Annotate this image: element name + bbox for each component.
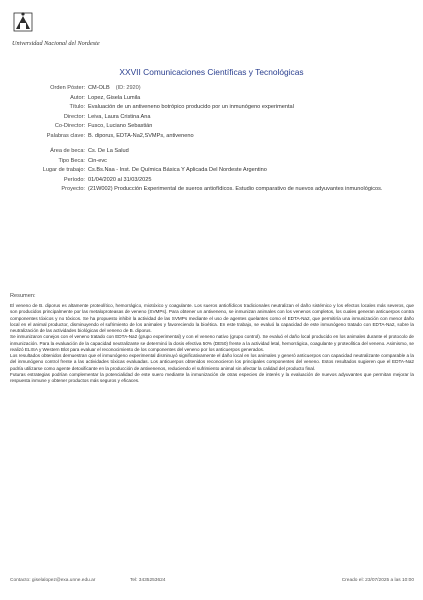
- abstract-paragraph: El veneno de B. diporus es altamente proteolítico, hemorrágico, miotóxico y coagulante. Los sueros antiofídicos tradicionales neutralizan el daño sistémico y los efectos locales más severos, que son producidos principalmente por las metaloproteasas de veneno (SVMPs). Para obtener un antiveneno, se inmunizan animales con los venenos completos, los cuales generan anticuerpos contra componentes tóxicos y no tóxicos. Se ha propuesto inhibir la actividad de las SVMPs mediante el uso de agentes quelantes como el EDTA-Na2, que permitiría una inmunización con menor daño local en el animal productor, disminuyendo el sufrimiento de los animales y favoreciendo la bioética. En este trabajo, se evaluó la capacidad de este inmunógeno tratado con EDTA-Na2, sobre la neutralización de las actividades biológicas del veneno de B. diporus.: [10, 303, 414, 333]
- abstract-body: [10, 303, 414, 384]
- abstract-paragraph: Se inmunizaron conejos con el veneno tratado con EDTA-Na2 (grupo experimental) y con el veneno nativo (grupo control). Se evaluó el daño local producido en los animales durante el protocolo de inmunización. Para la evaluación de la capacidad neutralizante se determinó la dosis efectiva 50% (DE50) frente a la actividad letal, hemorrágica, coagulante y proteolítica del veneno. Asimismo, se realizó ELISA y Western Blot para evaluar el reconocimiento de los componentes del veneno por los anticuerpos generados.: [10, 334, 414, 352]
- meta-block: [8, 84, 418, 195]
- university-name: Universidad Nacional del Nordeste: [12, 40, 100, 47]
- meta-lugar-trabajo: Lugar de trabajo: Cs.Bs.Naa - Inst. De Química Básica Y Aplicada Del Nordeste Argentino: [42, 167, 267, 173]
- meta-autor: Autor: Lopez, Gisela Lumila: [70, 94, 141, 101]
- meta-proyecto: Proyecto: (21W002) Producción Experimental de sueros antiofídicos. Estudio comparativo de nuevos adyuvantes inmunológicos.: [61, 186, 383, 192]
- abstract-paragraph: Los resultados obtenidos demuestran que el inmunógeno experimental disminuyó significativamente el daño local en los animales y generó anticuerpos con capacidad neutralizante comparable a la del inmunógeno control frente a las actividades tóxicas evaluadas. Los anticuerpos obtenidos reconocieron los principales componentes del veneno. Estos resultados sugieren que el EDTA-Na2 podría utilizarse como agente detoxificante en la producción de antivenenos, reduciendo el sufrimiento animal sin afectar la calidad del producto final.: [10, 353, 414, 371]
- meta-periodo: Período: 01/04/2020 al 31/03/2025: [63, 176, 152, 183]
- abstract-paragraph: Futuras estrategias podrían complementar la potencialidad de este suero mediante la inmunización de otras especies de interés y la evaluación de nuevos adyuvantes que permitan mejorar la respuesta inmune y obtener productos más seguros y eficaces.: [10, 371, 414, 383]
- event-title: XXVII Comunicaciones Científicas y Tecnológicas: [119, 67, 304, 77]
- meta-tipo-beca: Tipo Beca: Cin-evc: [58, 157, 107, 164]
- footer-created: Creado el: 23/07/2025 a las 10:00: [341, 578, 414, 583]
- meta-area: Área de beca: Cs. De La Salud: [50, 148, 129, 154]
- footer-contact[interactable]: Contacto: giselalopez@exa.unne.edu.ar: [10, 578, 96, 583]
- header: [12, 10, 122, 60]
- university-logo: [12, 10, 34, 34]
- footer-tel: Tel: 3435253624: [130, 578, 166, 583]
- meta-orden-poster: Orden Póster: CM-OLB (ID: 2920): [50, 85, 141, 91]
- meta-director: Director: Leiva, Laura Cristina Ana: [63, 113, 151, 120]
- resumen-label: Resumen:: [10, 293, 36, 299]
- meta-titulo: Título: Evaluación de un antiveneno botrópico producido por un inmunógeno experimental: [69, 104, 294, 110]
- meta-palabras-clave: Palabras clave: B. diporus, EDTA-Na2,SVMPs, antiveneno: [46, 132, 194, 139]
- meta-codirector: Co-Director: Fusco, Luciano Sebastián: [54, 123, 153, 129]
